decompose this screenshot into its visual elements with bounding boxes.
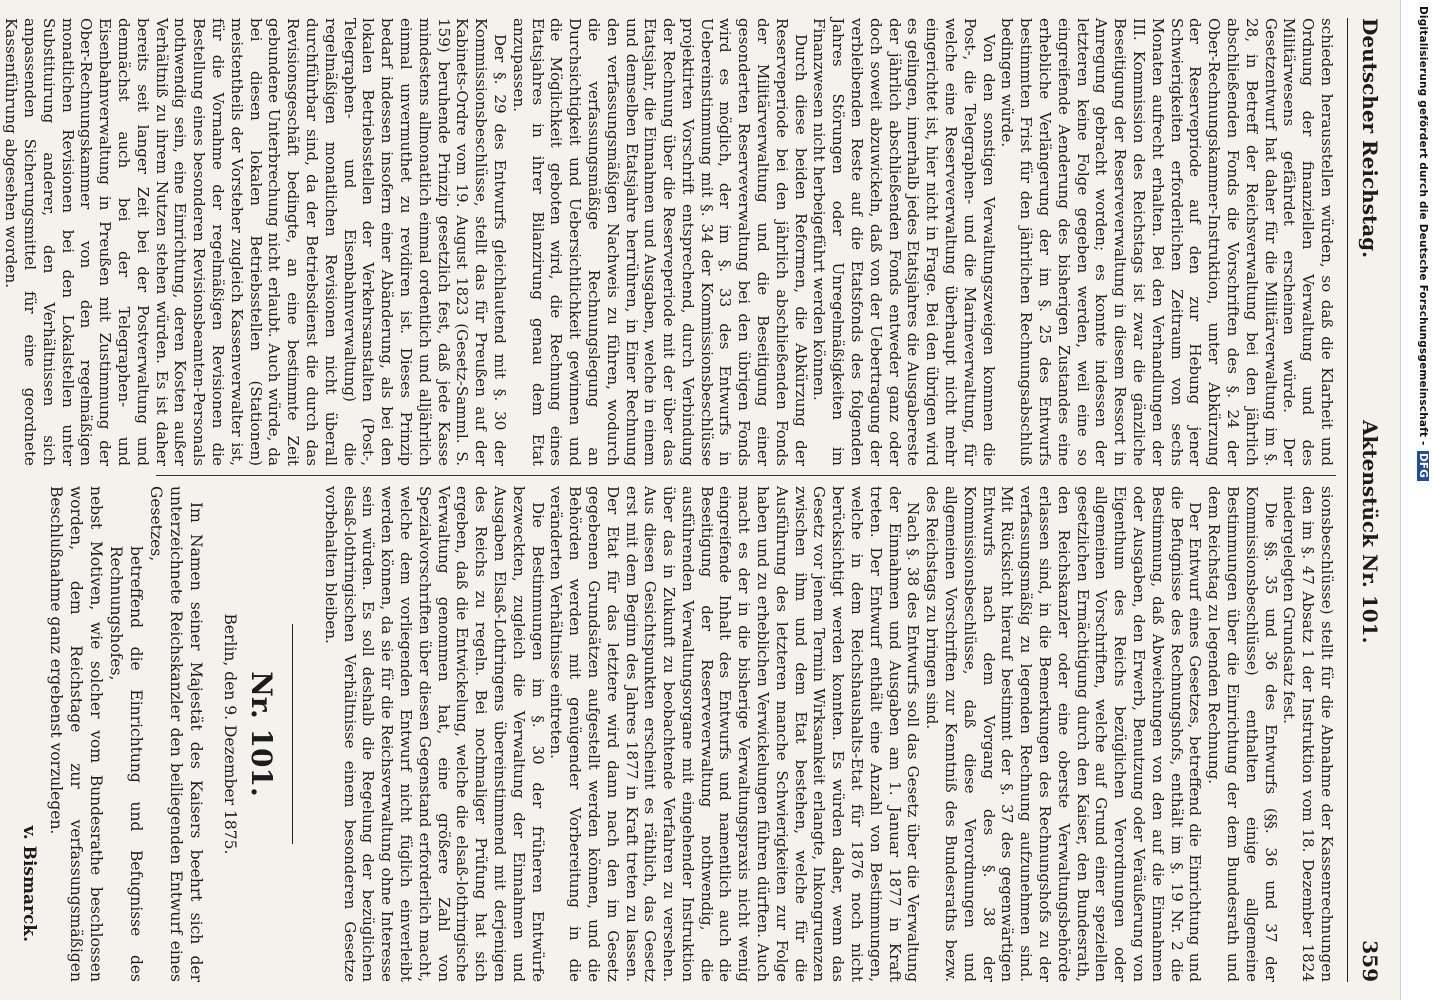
running-head-left: Deutscher Reichstag. [1358, 18, 1382, 259]
credit-text: Digitalisierung gefördert durch die Deutsche Forschungsgemeinschaft - [1417, 6, 1429, 446]
addressee [0, 486, 2, 982]
dateline: Berlin, den 9. Dezember 1875. [221, 613, 240, 855]
paragraph: Nach §. 38 des Entwurfs soll das Gesetz über die Verwaltung der Einnahmen und Ausgaben am 1. Januar 1877 in Kraft treten. Der Entwurf enthält eine Anzahl von Bestimmungen, welche in dem Reichshaushalts-Etat für 1876 noch nicht berücksichtigt werden konnten. Es würden daher, wenn das Gesetz vor jenem Termin Wirksamkeit erlangte, Inkongruenzen zwischen ihm und dem Etat bestehen, welche für die Ausführung des letzteren manche Schwierigkeiten zur Folge haben und zu erheblichen Verwickelungen führen dürften. Auch macht es der in die bisherige Verwaltungspraxis nicht wenig eingreifende Inhalt des Entwurfs und namentlich auch die Beseitigung der Reserveverwaltung nothwendig, die ausführenden Verwaltungsorgane mit eingehender Instruktion über das in Zukunft zu beobachtende Verfahren zu versehen. Aus diesen Gesichtspunkten erscheint es räthlich, das Gesetz erst mit dem Beginn des Jahres 1877 in Kraft treten zu lassen. Der Etat für das letztere wird dann nach den im Gesetz gegebenen Grundsätzen aufgestellt werden können, und die Behörden werden mit genügender Vorbereitung in die veränderten Verhältnisse eintreten. [547, 486, 923, 982]
digitization-credit [1405, 6, 1429, 990]
page-number: 359 [1358, 940, 1382, 982]
header-rule [1347, 18, 1348, 982]
paragraph: Durch diese beiden Reformen, die Abkürzung der Reserveperiode bei den jährlich abschließenden Fonds der Militärverwaltung und die Beseitigung einer gesonderten Reserveverwaltung bei den übrigen Fonds wird es möglich, der im §. 33 des Entwurfs in Uebereinstimmung mit §. 34 der Kommissionsbeschlüsse projektirten Vorschrift entsprechend, durch Verbindung der Rechnung über die Reserveperiode mit der über das Etatsjahr, die Einnahmen und Ausgaben, welche in einem und demselben Etatsjahre herrühren, in Einer Rechnung den verfassungsmäßigen Nachweis zu führen, wodurch die verfassungsmäßige Rechnungslegung an Durchsichtigkeit und Uebersichtlichkeit gewinnen und die Möglichkeit geboten wird, die Rechnung eines Etatsjahres in ihrer Bilanzirung genau dem Etat anzupassen. [509, 18, 810, 466]
running-head-center: Aktenstück Nr. 101. [1358, 420, 1382, 644]
paragraph: Die §§. 35 und 36 des Entwurfs (§§. 36 und 37 der Kommissionsbeschlüsse) enthalten einige allgemeine Bestimmungen über die Einrichtung der dem Bundesrath und dem Reichstag zu legenden Rechnung. [1205, 486, 1280, 982]
letter-body: nebst Motiven, wie solcher vom Bundesrathe beschlossen worden, dem Reichstage zur verfassungsmäßigen Beschlußnahme ganz ergebenst vorzulegen. [47, 486, 106, 982]
letter-intro: Im Namen seiner Majestät des Kaisers beehrt sich der unterzeichnete Reichskanzler den beiliegenden Entwurf eines Gesetzes, [147, 486, 206, 982]
right-column [19, 486, 1336, 982]
rotated-page [2, 0, 1400, 1000]
left-column [2, 18, 1336, 466]
paragraph: schieden herausstellen würden, so daß die Klarheit und Ordnung der finanziellen Verwaltung und des Militärwesens gefährdet erscheinen würde. Der Gesetzentwurf hat daher für die Militärverwaltung im §. 28, in Betreff der Reichsverwaltung bei den jährlich abschließenden Fonds die Vorschriften des §. 24 der Ober-Rechnungskammer-Instruktion, unter Abkürzung der Reservepriode auf den zur Hebung jener Schwierigkeiten erforderlichen Zeitraum von sechs Monaten aufrecht erhalten. Bei den Verhandlungen der III. Kommission des Reichstags ist zwar die gänzliche Beseitigung der Reserveverwaltung in diesem Ressort in Anregung gebracht worden; es konnte indessen der letzteren keine Folge gegeben werden, weil eine so eingreifende Aenderung des bisherigen Zustandes eine erhebliche Verlängerung der im §. 25 des Entwurfs bestimmten Frist für den jährlichen Rechnungsabschluß bedingen würde. [998, 18, 1336, 466]
dfg-logo: DFG [1417, 453, 1429, 479]
paragraph: Von den sonstigen Verwaltungszweigen kommen die Post-, die Telegraphen- und die Marineverwaltung, für welche eine Reserveverwaltung überhaupt nicht mehr eingerichtet ist, hier nicht in Frage. Bei den übrigen wird es gelingen, innerhalb jedes Etatsjahres die Ausgabereste der jährlich abschließenden Fonds entweder ganz oder doch soweit abzuwickeln, daß von der Uebertragung der verbleibenden Reste auf die Etatsfonds des folgenden Jahres Störungen oder Unregelmäßigkeiten im Finanzwesen nicht herbeigeführt werden können. [810, 18, 998, 466]
paragraph: Die Bestimmungen im §. 30 der früheren Entwürfe bezweckten, zugleich die Verwaltung der Einnahmen und Ausgaben Elsaß-Lothringens übereinstimmend mit derjenigen des Reichs zu regeln. Bei nochmaliger Prüfung hat sich ergeben, daß die Entwickelung, welche die elsaß-lothringische Verwaltung genommen hat, eine größere Zahl von Spezialvorschriften über diesen Gegenstand erforderlich macht, welche dem vorliegenden Entwurf nicht füglich einverleibt werden können, da sie für die Reichsverwaltung ohne Interesse sein würden. Es soll deshalb die Regelung der bezüglichen elsaß-lothringischen Verhältnisse einem besonderen Gesetze vorbehalten bleiben. [321, 486, 547, 982]
paragraph: sionsbeschlüsse) stellt für die Abnahme der Kassenrechnungen den im §. 47 Absatz 1 der Instruktion vom 18. Dezember 1824 niedergelegten Grundsatz fest. [1280, 486, 1336, 982]
document-number-title: Nr. 101. [244, 671, 278, 797]
letter-subject: betreffend die Einrichtung und Befugnisse des Rechnungshofes, [107, 546, 146, 982]
scan-credit-strip [1400, 0, 1433, 1000]
paragraph: Der §. 29 des Entwurfs gleichlautend mit §. 30 der Kommissionsbeschlüsse, stellt das für Preußen auf der Kabinets-Ordre vom 19. August 1823 (Gesetz-Samml. S. 159) beruhende Prinzip gesetzlich fest, daß jede Kasse mindestens allmonatlich einmal ordentlich und alljährlich einmal unvermuthet zu revidiren ist. Dieses Prinzip bedarf indessen insofern einer Abänderung, als bei den lokalen Betriebsstellen der Verkehrsanstalten (Post-, Telegraphen- und Eisenbahnverwaltung) die regelmäßigen monatlichen Revisionen nicht überall durchführbar sind, da der Betriebsdienst die durch das Revisionsgeschäft bedingte, an eine bestimmte Zeit gebundene Unterbrechung nicht erlaubt. Auch würde, da bei diesen lokalen Betriebsstellen (Stationen) meistentheils der Vorsteher zugleich Kassenverwalter ist, für die Vornahme der regelmäßigen Revisionen die Bestellung eines besonderen Revisionsbeamten-Personals nothwendig sein, eine Einrichtung, deren Kosten außer Verhältniß zu ihrem Nutzen stehen würden. Es ist daher bereits seit langer Zeit bei der Postverwaltung und demnächst auch bei der Telegraphen- und Eisenbahnverwaltung in Preußen mit Zustimmung der Ober-Rechnungskammer von den regelmäßigen monatlichen Revisionen bei den Lokalstellen unter Substituirung anderer, den Verhältnissen sich anpassenden Sicherungsmittel für eine geordnete Kassenführung abgesehen worden. [2, 18, 509, 466]
paragraph: Der Entwurf eines Gesetzes, betreffend die Einrichtung und die Befugnisse des Rechnungshofs, enthält im §. 19 Nr. 2 die Bestimmung, daß Abweichungen von den auf die Einnahmen oder Ausgaben, den Erwerb, Benutzung oder Veräußerung von Eigenthum des Reichs bezüglichen Verordnungen oder allgemeinen Vorschriften, welche auf Grund einer speziellen gesetzlichen Ermächtigung durch den Kaiser, den Bundesrath, den Reichskanzler oder eine oberste Verwaltungsbehörde erlassen sind, in die Bemerkungen des Rechnungshofs zu der verfassungsmäßig zu legenden Rechnung aufzunehmen sind. Mit Rücksicht hierauf bestimmt der §. 37 des gegenwärtigen Entwurfs nach dem Vorgang des §. 38 der Kommissionsbeschlüsse, daß diese Verordnungen und allgemeinen Vorschriften zur Kenntniß des Bundesraths bezw. des Reichstags zu bringen sind. [923, 486, 1205, 982]
column-divider [156, 475, 1336, 476]
signature: v. Bismarck. [19, 825, 40, 942]
section-separator [292, 624, 293, 844]
